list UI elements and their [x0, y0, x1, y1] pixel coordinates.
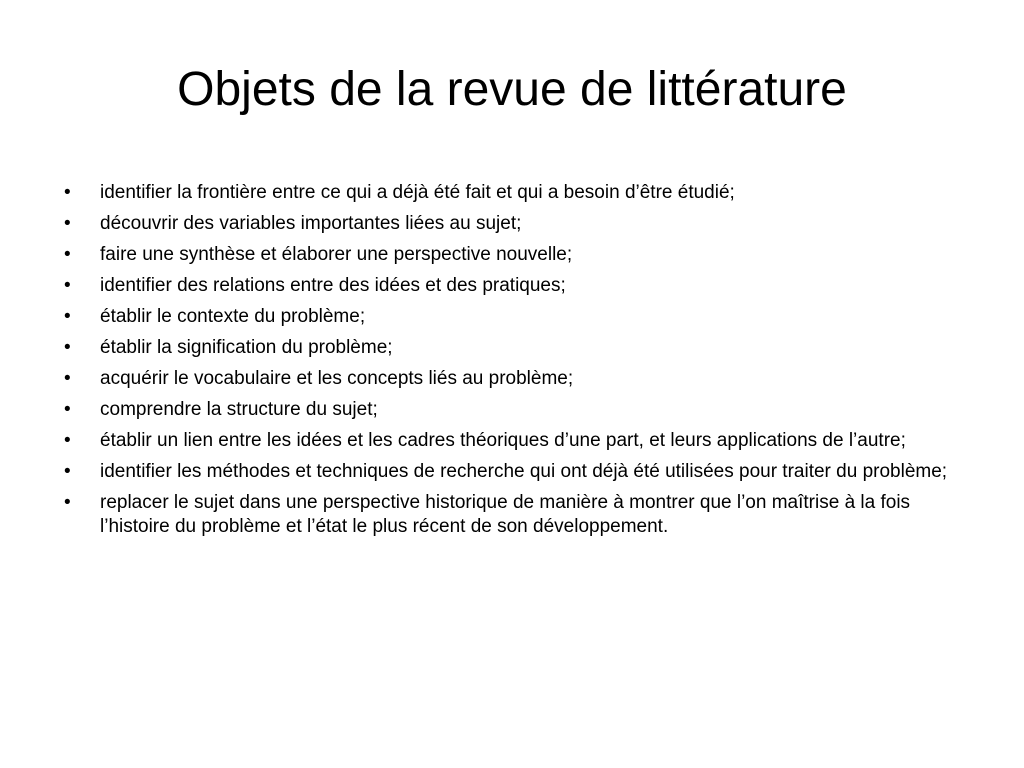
list-item [58, 429, 958, 453]
bullet-icon: • [64, 182, 71, 203]
list-item [58, 274, 958, 298]
list-item-text: établir la signification du problème; [100, 337, 393, 358]
list-item [58, 491, 958, 539]
list-item-text: acquérir le vocabulaire et les concepts liés au problème; [100, 368, 574, 389]
list-item-text: identifier la frontière entre ce qui a déjà été fait et qui a besoin d’être étudié; [100, 182, 735, 203]
list-item-text: identifier des relations entre des idées et des pratiques; [100, 275, 566, 296]
list-item [58, 336, 958, 360]
bullet-icon: • [64, 430, 71, 451]
list-item-text: faire une synthèse et élaborer une perspective nouvelle; [100, 244, 573, 265]
bullet-icon: • [64, 368, 71, 389]
bullet-list [58, 181, 958, 546]
bullet-icon: • [64, 461, 71, 482]
bullet-icon: • [64, 213, 71, 234]
bullet-icon: • [64, 244, 71, 265]
bullet-icon: • [64, 492, 71, 513]
bullet-icon: • [64, 275, 71, 296]
list-item [58, 460, 958, 484]
list-item-text: replacer le sujet dans une perspective historique de manière à montrer que l’on maîtrise à la fois l’histoire du problème et l’état le plus récent de son développement. [100, 492, 911, 537]
slide-title: Objets de la revue de littérature [177, 63, 847, 116]
list-item-text: établir le contexte du problème; [100, 306, 366, 327]
list-item-text: découvrir des variables importantes liées au sujet; [100, 213, 522, 234]
bullet-icon: • [64, 337, 71, 358]
list-item-text: comprendre la structure du sujet; [100, 399, 378, 420]
list-item-text: identifier les méthodes et techniques de recherche qui ont déjà été utilisées pour traiter du problème; [100, 461, 948, 482]
list-item [58, 398, 958, 422]
list-item [58, 181, 958, 205]
bullet-icon: • [64, 399, 71, 420]
list-item [58, 367, 958, 391]
list-item-text: établir un lien entre les idées et les cadres théoriques d’une part, et leurs applications de l’autre; [100, 430, 906, 451]
list-item [58, 212, 958, 236]
list-item [58, 305, 958, 329]
bullet-icon: • [64, 306, 71, 327]
list-item [58, 243, 958, 267]
